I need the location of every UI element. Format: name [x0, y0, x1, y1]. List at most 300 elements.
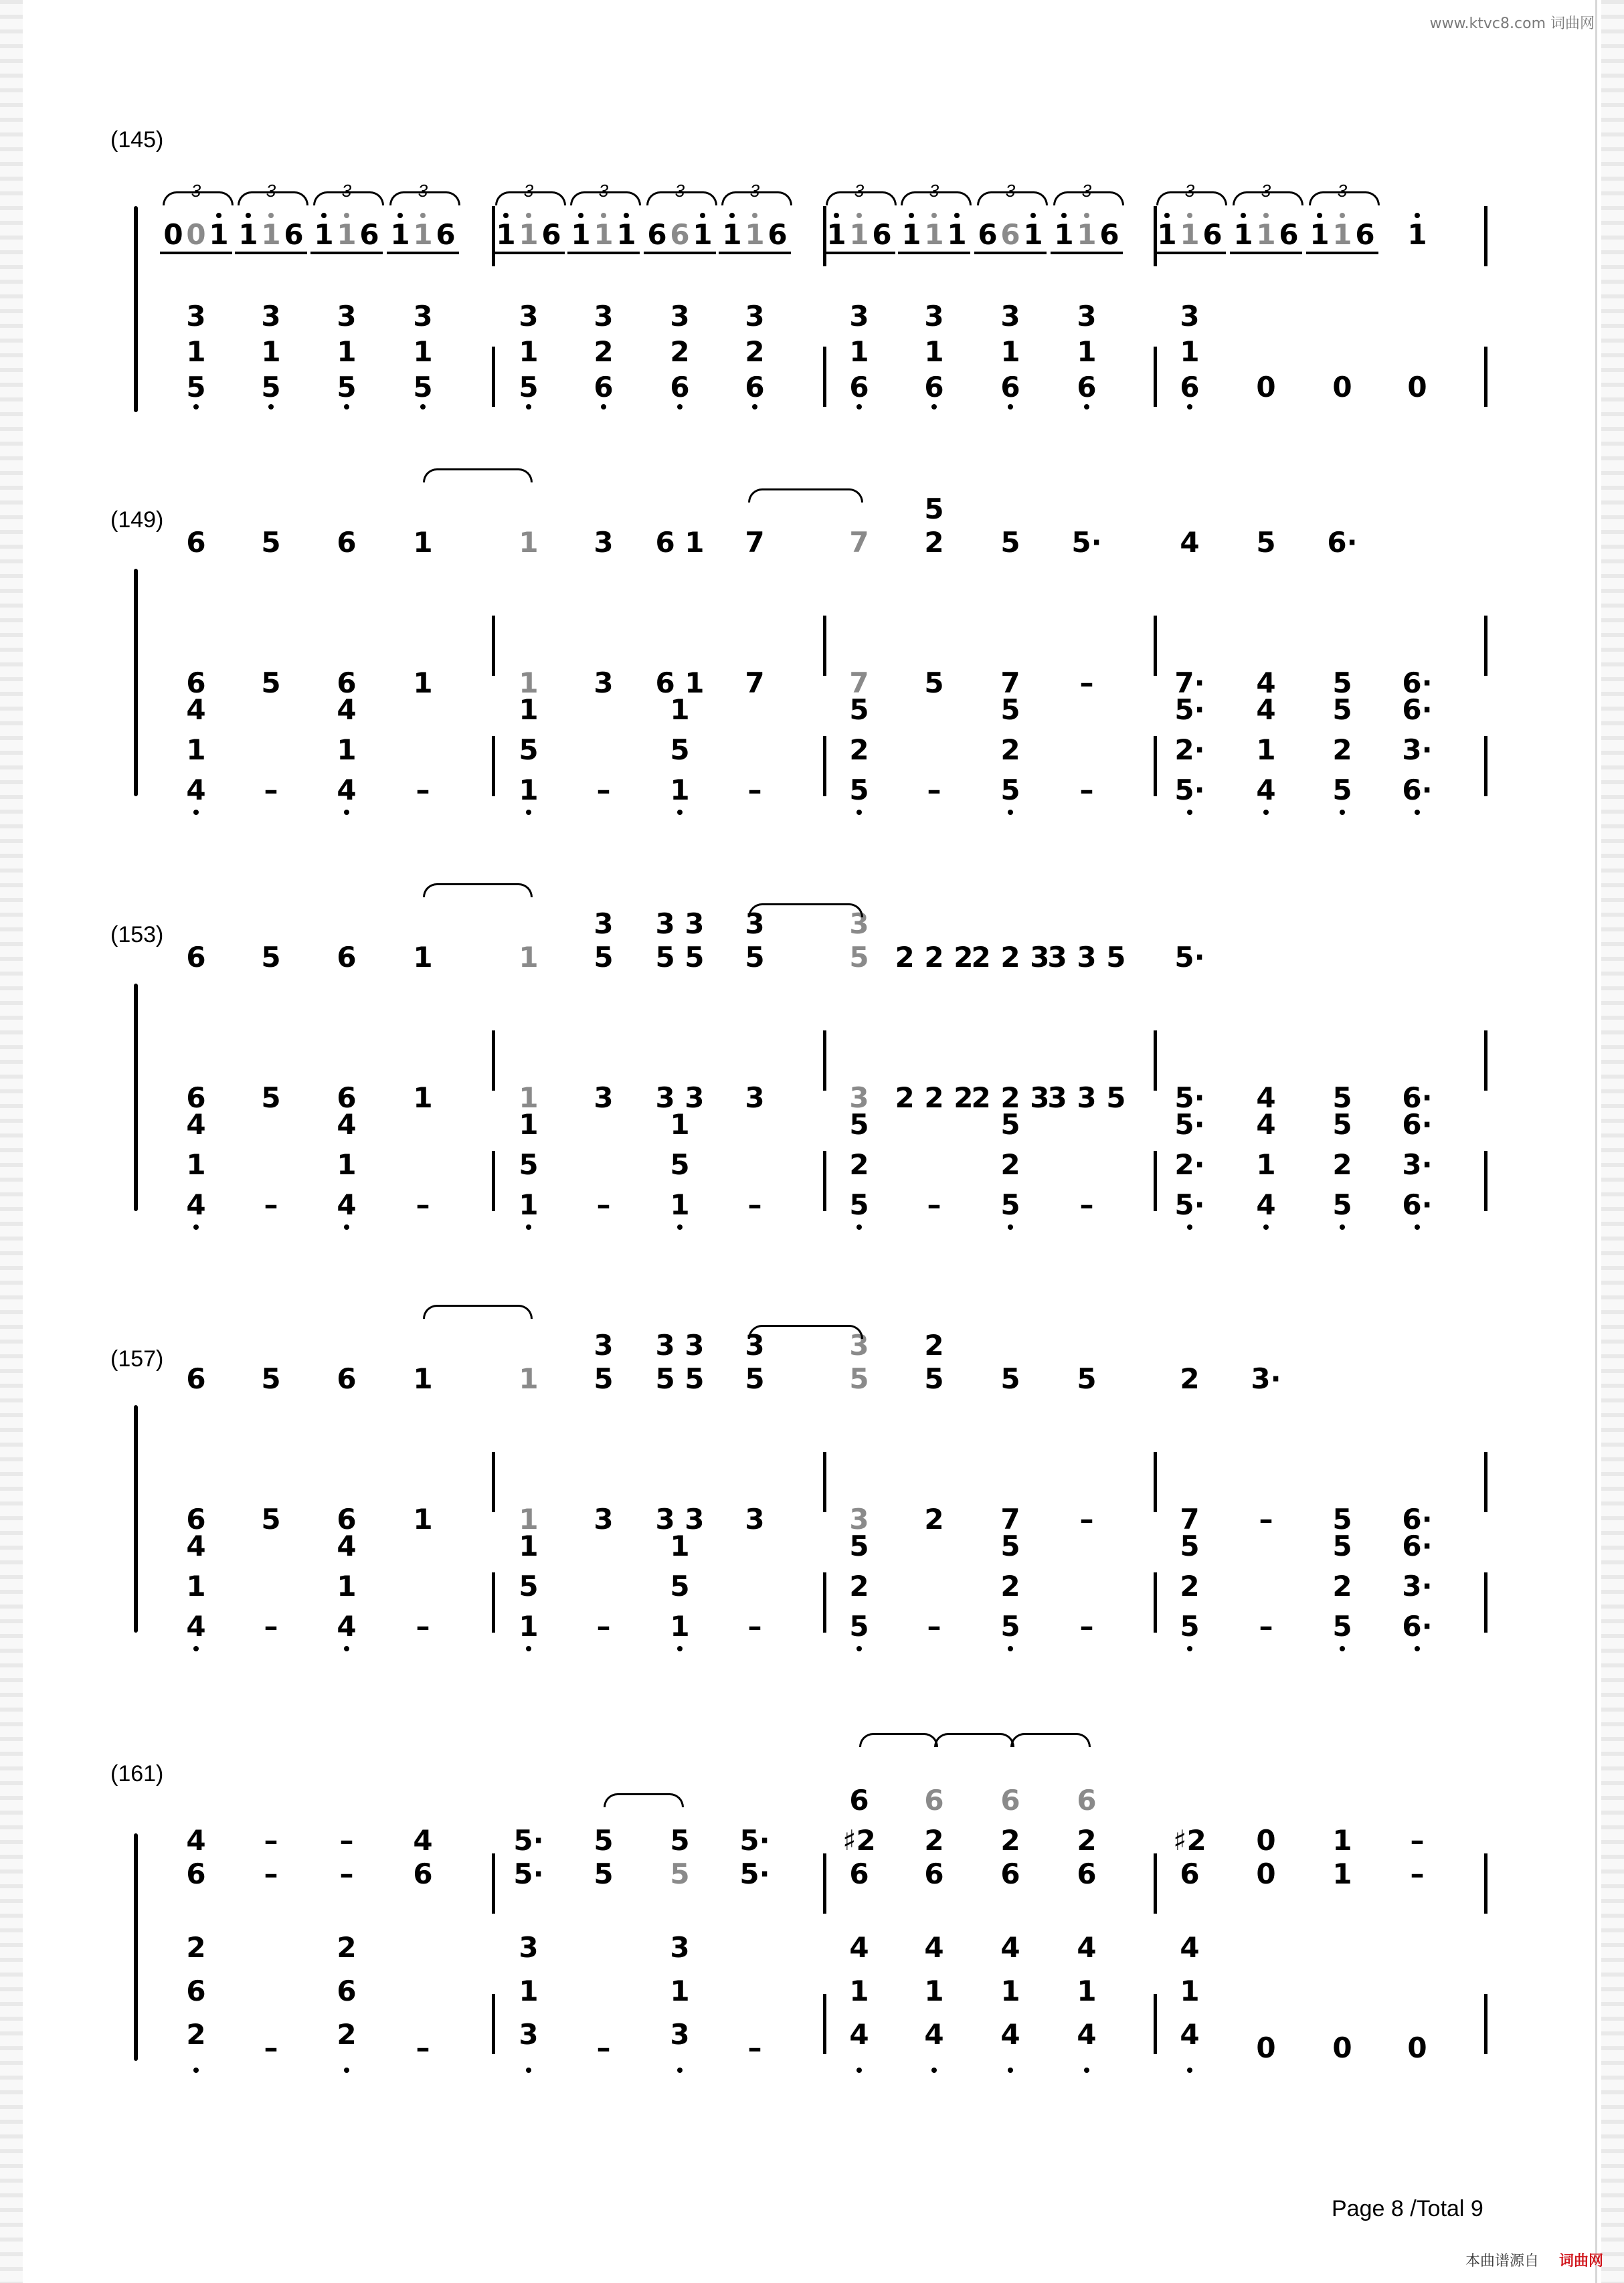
note: 5: [670, 1857, 690, 1890]
barline: [492, 1151, 495, 1211]
note: 3: [745, 1503, 765, 1536]
octave-dot: [1415, 213, 1420, 218]
note: 5: [519, 1570, 539, 1603]
note: 4: [924, 2018, 944, 2051]
octave-dot: [420, 213, 426, 218]
triplet-mark: 3: [929, 181, 939, 201]
site-watermark: www.ktvc8.com 词曲网: [1429, 15, 1595, 32]
beam-underline: [1306, 252, 1378, 254]
note: 6: [1180, 1857, 1200, 1890]
note: –: [1079, 1610, 1094, 1643]
note: 1: [1332, 1824, 1352, 1857]
octave-dot: [677, 2068, 683, 2073]
note: 5 5: [655, 941, 705, 974]
note: 1: [337, 733, 357, 766]
note: 3: [670, 1931, 690, 1964]
barline: [492, 616, 495, 676]
note: –: [747, 773, 762, 806]
beam-underline: [1154, 252, 1226, 254]
octave-dot: [193, 810, 199, 815]
note: 6: [924, 371, 944, 403]
note: 6: [1099, 218, 1119, 251]
note: –: [1410, 1857, 1425, 1890]
barline: [823, 616, 826, 676]
note: 3: [849, 300, 869, 333]
note: 2: [337, 2018, 357, 2051]
brand-logo-text: 词曲网: [1559, 2252, 1604, 2269]
beam-underline: [492, 252, 565, 254]
note: –: [596, 2031, 611, 2064]
note: 6: [670, 371, 690, 403]
barline: [492, 736, 495, 796]
octave-dot: [1008, 2068, 1013, 2073]
note: 6: [594, 371, 614, 403]
note: 5: [1000, 1108, 1020, 1141]
note: 5: [1332, 666, 1352, 699]
note: 1: [849, 218, 869, 251]
octave-dot: [268, 213, 274, 218]
note: 1: [901, 218, 921, 251]
note: –: [264, 773, 278, 806]
barline: [1484, 1151, 1487, 1211]
note: 3: [849, 1503, 869, 1536]
barline: [1154, 1994, 1157, 2054]
note: 1: [670, 693, 690, 726]
octave-dot: [1340, 810, 1345, 815]
note: –: [1259, 1610, 1273, 1643]
octave-dot: [193, 2068, 199, 2073]
note: 3: [594, 907, 614, 940]
note: 6: [647, 218, 667, 251]
octave-dot: [1317, 213, 1322, 218]
note: 3: [594, 526, 614, 559]
tie-slur: [1010, 1733, 1091, 1747]
note: 3: [849, 1081, 869, 1114]
note: 1: [186, 733, 206, 766]
note: 1: [1310, 218, 1330, 251]
triplet-mark: 3: [1337, 181, 1348, 201]
note: 1: [337, 1570, 357, 1603]
octave-dot: [526, 404, 531, 409]
note: 1: [1077, 335, 1097, 368]
note: 1: [1054, 218, 1074, 251]
note: 6: [1000, 1857, 1020, 1890]
barline: [492, 1572, 495, 1633]
octave-dot: [931, 404, 937, 409]
octave-dot: [856, 404, 862, 409]
note: 1: [924, 1975, 944, 2007]
octave-dot: [268, 404, 274, 409]
note: 1: [413, 526, 433, 559]
barline: [492, 206, 495, 266]
note: 6: [541, 218, 561, 251]
octave-dot: [1008, 810, 1013, 815]
brand-caption: 本曲谱源自: [1465, 2252, 1540, 2269]
octave-dot: [1187, 810, 1192, 815]
octave-dot: [729, 213, 735, 218]
note: 6: [337, 1362, 357, 1395]
octave-dot: [1263, 1224, 1269, 1230]
note: 4: [1077, 1931, 1097, 1964]
note: 6: [186, 666, 206, 699]
note: 5: [1000, 1362, 1020, 1395]
note: 6·: [1402, 666, 1433, 699]
note: 3: [413, 300, 433, 333]
note: 3: [745, 1081, 765, 1114]
note: 5: [1332, 1188, 1352, 1221]
note: 0: [1332, 2031, 1352, 2064]
barline: [1484, 1030, 1487, 1091]
note: 4: [413, 1824, 433, 1857]
note: 4: [849, 1931, 869, 1964]
note: 6 1: [655, 526, 705, 559]
note: 5: [924, 666, 944, 699]
barline: [1154, 206, 1157, 266]
note: –: [1079, 1188, 1094, 1221]
octave-dot: [193, 1224, 199, 1230]
barline: [492, 1853, 495, 1914]
note: 5: [1332, 1530, 1352, 1562]
note: 4: [186, 1188, 206, 1221]
octave-dot: [931, 2068, 937, 2073]
system-brace: [134, 569, 138, 796]
barline: [1154, 347, 1157, 407]
note: 1: [826, 218, 846, 251]
octave-dot: [397, 213, 403, 218]
note: 2: [594, 335, 614, 368]
beam-underline: [898, 252, 970, 254]
note: ♯2: [842, 1824, 876, 1857]
octave-dot: [193, 404, 199, 409]
note: 1: [519, 693, 539, 726]
note: 2: [924, 1329, 944, 1362]
barline: [1154, 1030, 1157, 1091]
barline: [1154, 736, 1157, 796]
tie-slur: [423, 883, 533, 897]
note: 1: [519, 1108, 539, 1141]
note: –: [264, 1824, 278, 1857]
octave-dot: [1415, 1224, 1420, 1230]
note: 1: [947, 218, 967, 251]
note: 1: [519, 1081, 539, 1114]
note: 4: [1256, 693, 1276, 726]
note: 5: [1332, 1610, 1352, 1643]
octave-dot: [1263, 810, 1269, 815]
barline: [823, 1572, 826, 1633]
triplet-mark: 3: [1184, 181, 1195, 201]
octave-dot: [834, 213, 839, 218]
note: 4: [1000, 2018, 1020, 2051]
note: 6: [924, 1784, 944, 1817]
note: 5·: [739, 1857, 770, 1890]
note: 1: [390, 218, 410, 251]
note: –: [596, 1610, 611, 1643]
note: 5: [1332, 1081, 1352, 1114]
triplet-mark: 3: [1005, 181, 1016, 201]
octave-dot: [344, 810, 349, 815]
octave-dot: [856, 213, 862, 218]
barline: [492, 347, 495, 407]
measure-number-157: (157): [110, 1346, 164, 1372]
note: 5: [519, 1148, 539, 1181]
note: 6·: [1402, 1108, 1433, 1141]
note: 7·: [1174, 666, 1205, 699]
note: 5: [1077, 1362, 1097, 1395]
note: 5: [1000, 1188, 1020, 1221]
beam-underline: [387, 252, 459, 254]
barline: [1484, 1452, 1487, 1512]
note: –: [264, 1857, 278, 1890]
octave-dot: [909, 213, 914, 218]
note: 1: [519, 1610, 539, 1643]
note: 0: [1256, 1857, 1276, 1890]
barline: [823, 1151, 826, 1211]
octave-dot: [1187, 1646, 1192, 1651]
note: 6·: [1402, 773, 1433, 806]
note: 5: [594, 941, 614, 974]
note: 1: [670, 1188, 690, 1221]
octave-dot: [1340, 213, 1345, 218]
note: –: [747, 1610, 762, 1643]
note: 6: [186, 1503, 206, 1536]
note: 3: [849, 1329, 869, 1362]
note: 2: [186, 1931, 206, 1964]
beam-underline: [310, 252, 383, 254]
beam-underline: [719, 252, 791, 254]
octave-dot: [1187, 213, 1192, 218]
note: 5: [1180, 1530, 1200, 1562]
note: –: [927, 1188, 941, 1221]
barline: [1154, 1853, 1157, 1914]
note: 6: [284, 218, 304, 251]
note: 5: [594, 1857, 614, 1890]
beam-underline: [1051, 252, 1123, 254]
note: 1: [209, 218, 229, 251]
note: 1: [670, 1610, 690, 1643]
beam-underline: [823, 252, 895, 254]
triplet-mark: 3: [266, 181, 276, 201]
barline: [823, 736, 826, 796]
note: 6·: [1402, 1188, 1433, 1221]
note: 1: [519, 773, 539, 806]
note: 3·: [1251, 1362, 1281, 1395]
note: 0: [1407, 371, 1427, 403]
octave-dot: [1164, 213, 1170, 218]
octave-dot: [677, 1646, 683, 1651]
note: 5: [261, 1362, 281, 1395]
note: 6: [337, 1081, 357, 1114]
note: 2: [924, 1824, 944, 1857]
barline: [823, 1030, 826, 1091]
note: 5: [1000, 693, 1020, 726]
barline: [1484, 347, 1487, 407]
octave-dot: [677, 1224, 683, 1230]
note: 4: [1000, 1931, 1020, 1964]
tie-slur: [859, 1733, 938, 1747]
barline: [1484, 1572, 1487, 1633]
note: 3: [337, 300, 357, 333]
note: 6·: [1402, 1610, 1433, 1643]
note: 1: [616, 218, 636, 251]
note: 5: [1000, 526, 1020, 559]
barline: [1154, 616, 1157, 676]
note: 3: [1180, 300, 1200, 333]
note: 5: [1000, 1530, 1020, 1562]
note: 3: [594, 1503, 614, 1536]
note: –: [1410, 1824, 1425, 1857]
note: 5·: [513, 1857, 544, 1890]
note: 6: [924, 1857, 944, 1890]
octave-dot: [752, 213, 757, 218]
note: 5: [849, 693, 869, 726]
note: 3: [594, 1081, 614, 1114]
note: 6: [186, 1362, 206, 1395]
note: 6: [1077, 371, 1097, 403]
note: 1: [261, 335, 281, 368]
octave-dot: [1008, 404, 1013, 409]
note: –: [339, 1824, 354, 1857]
note: 5: [849, 941, 869, 974]
note: 2: [924, 526, 944, 559]
note: 3: [849, 907, 869, 940]
note: 6: [1202, 218, 1223, 251]
note: 2: [1180, 1362, 1200, 1395]
note: 5: [261, 666, 281, 699]
triplet-mark: 3: [749, 181, 760, 201]
octave-dot: [624, 213, 629, 218]
note: 2: [1000, 1824, 1020, 1857]
note: 4: [1256, 666, 1276, 699]
note: 2: [1180, 1570, 1200, 1603]
note: –: [416, 2031, 430, 2064]
note: 1: [745, 218, 765, 251]
tie-slur: [748, 1325, 863, 1339]
note: 1: [571, 218, 591, 251]
note: –: [264, 1188, 278, 1221]
octave-dot: [1340, 1224, 1345, 1230]
note: 6: [849, 1784, 869, 1817]
barline: [823, 347, 826, 407]
note: 0: [186, 218, 206, 251]
octave-dot: [856, 2068, 862, 2073]
note: 1: [1180, 335, 1200, 368]
note: 6: [359, 218, 379, 251]
octave-dot: [578, 213, 583, 218]
note: 4: [337, 1108, 357, 1141]
triplet-mark: 3: [418, 181, 428, 201]
octave-dot: [954, 213, 960, 218]
note: 6: [436, 218, 456, 251]
note: 2: [1000, 1570, 1020, 1603]
note: 5: [849, 1108, 869, 1141]
triplet-mark: 3: [523, 181, 534, 201]
note: 5: [745, 941, 765, 974]
note: 1: [1077, 218, 1097, 251]
note: –: [747, 1188, 762, 1221]
barline: [1484, 206, 1487, 266]
octave-dot: [1187, 2068, 1192, 2073]
note: –: [596, 1188, 611, 1221]
tie-slur: [748, 488, 863, 503]
note: 2: [1332, 1148, 1352, 1181]
note: 4: [186, 1530, 206, 1562]
note: 6·: [1402, 693, 1433, 726]
barline: [1154, 1151, 1157, 1211]
tie-slur: [748, 903, 863, 917]
note: 3·: [1402, 1148, 1433, 1181]
note: 1: [1180, 218, 1200, 251]
note: 6·: [1402, 1503, 1433, 1536]
note: 5: [261, 1503, 281, 1536]
note: 5: [670, 1148, 690, 1181]
note: –: [1259, 1503, 1273, 1536]
note: 5: [261, 1081, 281, 1114]
note: 1: [519, 526, 539, 559]
beam-underline: [974, 252, 1047, 254]
note: 4: [1256, 1188, 1276, 1221]
note: 1: [519, 1362, 539, 1395]
octave-dot: [856, 1224, 862, 1230]
octave-dot: [216, 213, 221, 218]
octave-dot: [344, 404, 349, 409]
note: 5·: [513, 1824, 544, 1857]
note: 7: [745, 666, 765, 699]
note: 1: [1157, 218, 1177, 251]
beam-underline: [1230, 252, 1302, 254]
note: 3 3: [655, 1503, 705, 1536]
system-brace: [134, 206, 138, 412]
note: 0: [1256, 2031, 1276, 2064]
octave-dot: [1061, 213, 1067, 218]
note: 1: [1256, 733, 1276, 766]
octave-dot: [526, 1224, 531, 1230]
octave-dot: [601, 213, 606, 218]
note: 0: [163, 218, 183, 251]
beam-underline: [235, 252, 307, 254]
note: 1: [413, 218, 433, 251]
note: 5: [261, 941, 281, 974]
octave-dot: [1030, 213, 1036, 218]
note: 1: [519, 1530, 539, 1562]
note: 5: [670, 733, 690, 766]
note: 1: [186, 1148, 206, 1181]
note: 1: [924, 335, 944, 368]
note: 4: [1256, 773, 1276, 806]
note: 1: [1256, 218, 1276, 251]
note: 5: [670, 1824, 690, 1857]
note: 3: [1000, 300, 1020, 333]
note: 3: [670, 300, 690, 333]
note: 5: [261, 526, 281, 559]
note: 7: [745, 526, 765, 559]
octave-dot: [246, 213, 251, 218]
note: 4: [337, 773, 357, 806]
system-brace: [134, 1833, 138, 2061]
note: 1: [1332, 1857, 1352, 1890]
right-margin-rule: [1595, 0, 1597, 2283]
note: –: [596, 773, 611, 806]
note: 3 3: [655, 1329, 705, 1362]
note: 6·: [1402, 1081, 1433, 1114]
note: 5: [1000, 773, 1020, 806]
note: 3 3 5: [1047, 1081, 1126, 1114]
triplet-mark: 3: [674, 181, 685, 201]
barline: [1484, 616, 1487, 676]
note: 2: [745, 335, 765, 368]
note: –: [339, 1857, 354, 1890]
note: 1: [849, 1975, 869, 2007]
note: 6: [849, 371, 869, 403]
